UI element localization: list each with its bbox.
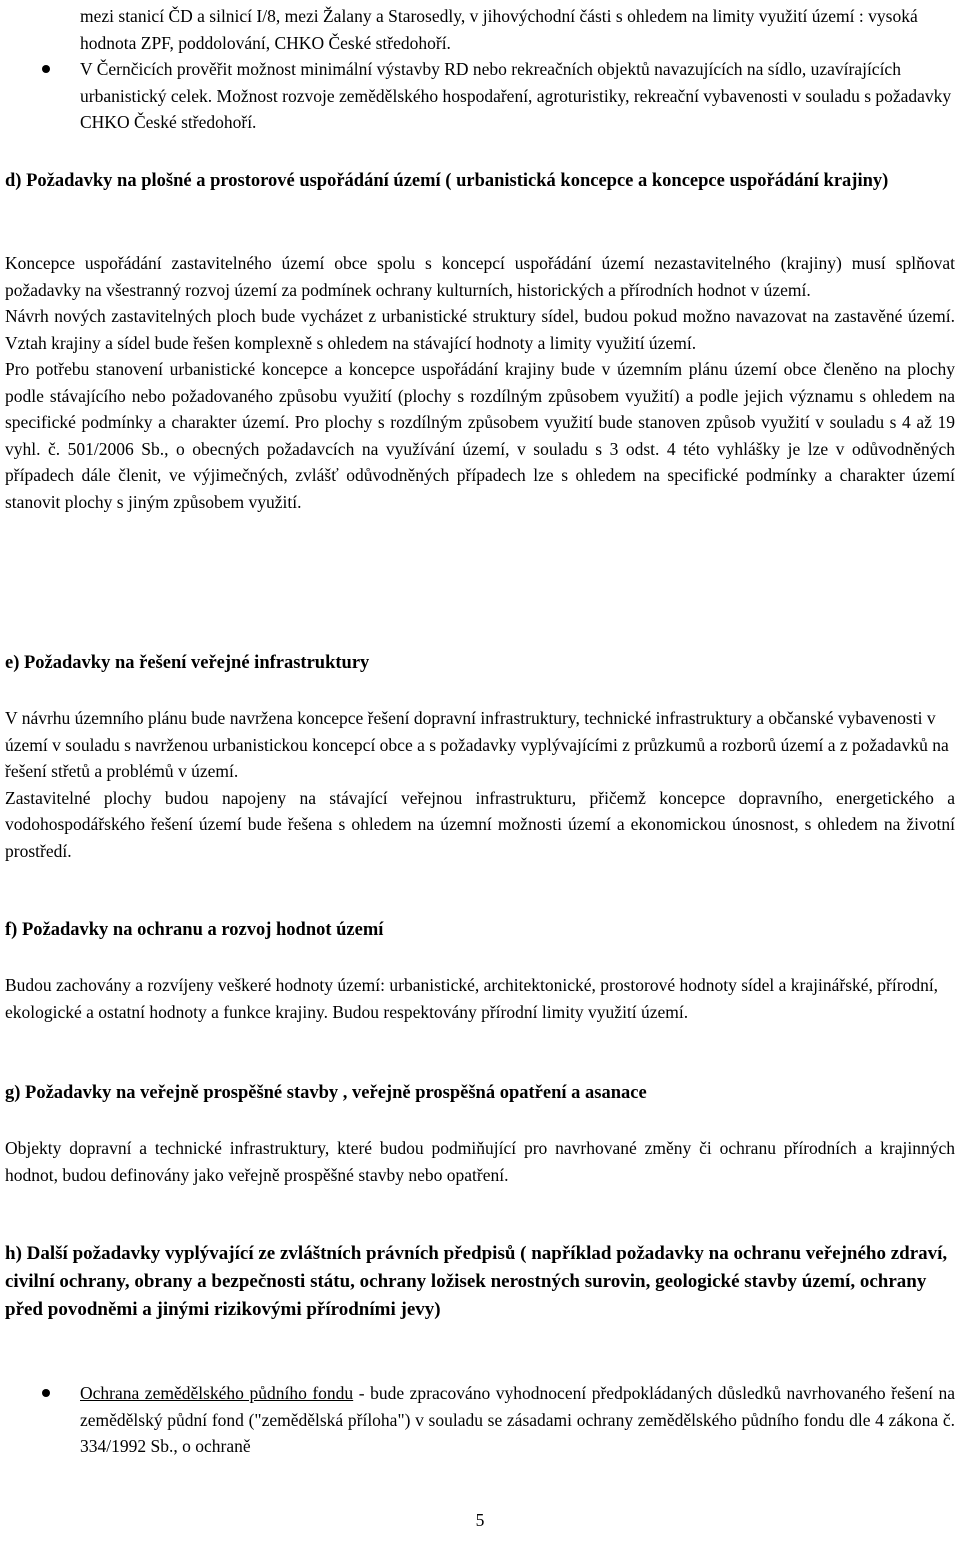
section-h-bullet-list xyxy=(5,1380,955,1460)
bullet-text: - bude zpracováno vyhodnocení předpokládaných důsledků navrhovaného řešení na zemědělský půdní fond ("zemědělská příloha") v souladu se zásadami ochrany zemědělského půdního fondu dle 4 zákona č. 334/1992 Sb., o ochraně xyxy=(80,1383,955,1456)
paragraph: Koncepce uspořádání zastavitelného území obce spolu s koncepcí uspořádání území nezastavitelného (krajiny) musí splňovat požadavky na všestranný rozvoj území za podmínek ochrany kulturních, historických a přírodních hodnot v území. xyxy=(5,253,955,300)
paragraph: Pro potřebu stanovení urbanistické koncepce a koncepce uspořádání krajiny bude v územním plánu území obce členěno na plochy podle stávajícího nebo požadovaného způsobu využití (plochy s rozdílným způsobem využití) a podle jejich významu s ohledem na specifické podmínky a charakter území. Pro plochy s rozdílným způsobem využití bude stanoven způsob využití v souladu s 4 až 19 vyhl. č. 501/2006 Sb., o obecných požadavcích na využívání území, v souladu s 3 odst. 4 této vyhlášky je lze v odůvodněných případech dále členit, ve výjimečných, zvlášť odůvodněných případech lze s ohledem na specifické podmínky a charakter území stanovit plochy s jiným způsobem využití. xyxy=(5,359,955,512)
paragraph: V návrhu územního plánu bude navržena koncepce řešení dopravní infrastruktury, technické infrastruktury a občanské vybavenosti v území v souladu s navrženou urbanistickou koncepcí obce a s požadavky vyplývajícími z průzkumů a rozborů území a z požadavků na řešení střetů a problémů v území. xyxy=(5,708,949,781)
paragraph: Objekty dopravní a technické infrastruktury, které budou podmiňující pro navrhované změny či ochranu přírodních a krajinných hodnot, budou definovány jako veřejně prospěšné stavby nebo opatření. xyxy=(5,1138,955,1185)
page-number: 5 xyxy=(475,1510,485,1530)
section-e-heading: e) Požadavky na řešení veřejné infrastruktury xyxy=(5,653,370,673)
section-d-body xyxy=(5,250,955,515)
zpf-heading-text: Ochrana zemědělského půdního fondu xyxy=(80,1383,354,1403)
list-item xyxy=(5,56,955,136)
paragraph: Zastavitelné plochy budou napojeny na stávající veřejnou infrastrukturu, přičemž koncepce dopravního, energetického a vodohospodářského řešení území bude řešena s ohledem na územní možnosti území a ekonomickou únosnost, s ohledem na životní prostředí. xyxy=(5,787,955,861)
section-h-heading: h) Další požadavky vyplývající ze zvláštních právních předpisů ( například požadavky na ochranu veřejného zdraví, civilní ochrany, obrany a bezpečnosti státu, ochrany ložisek nerostných surovin, geologické stavby území, ochrany před povodněmi a jinými rizikovými přírodními jevy) xyxy=(5,1243,948,1320)
section-e-body xyxy=(5,705,955,864)
paragraph: Budou zachovány a rozvíjeny veškeré hodnoty území: urbanistické, architektonické, prostorové hodnoty sídel a krajinářské, přírodní, ekologické a ostatní hodnoty a funkce krajiny. Budou respektovány přírodní limity využití území. xyxy=(5,975,939,1022)
bullet-continuation-text: mezi stanicí ČD a silnicí I/8, mezi Žalany a Starosedly, v jihovýchodní části s ohledem na limity využití území : vysoká hodnota ZPF, poddolování, CHKO České středohoří. xyxy=(80,6,918,53)
list-item xyxy=(5,1380,955,1460)
paragraph: Návrh nových zastavitelných ploch bude vycházet z urbanistické struktury sídel, budou pokud možno navazovat na zastavěné území. Vztah krajiny a sídel bude řešen komplexně s ohledem na stávající hodnoty a limity využití území. xyxy=(5,306,955,353)
section-f-heading: f) Požadavky na ochranu a rozvoj hodnot území xyxy=(5,920,384,940)
bullet-icon xyxy=(42,1389,50,1397)
section-g-body xyxy=(5,1135,955,1188)
section-f-body xyxy=(5,972,955,1025)
list-item xyxy=(5,3,955,56)
section-d-heading: d) Požadavky na plošné a prostorové uspořádání území ( urbanistická koncepce a koncepce uspořádání krajiny) xyxy=(5,171,889,191)
bullet-icon xyxy=(42,65,50,73)
top-bullet-list xyxy=(5,3,955,136)
section-g-heading: g) Požadavky na veřejně prospěšné stavby , veřejně prospěšná opatření a asanace xyxy=(5,1083,647,1103)
bullet-text: V Černčicích prověřit možnost minimální výstavby RD nebo rekreačních objektů navazujících na sídlo, uzavírajících urbanistický celek. Možnost rozvoje zemědělského hospodaření, agroturistiky, rekreační vybavenosti v souladu s požadavky CHKO České středohoří. xyxy=(80,59,952,132)
